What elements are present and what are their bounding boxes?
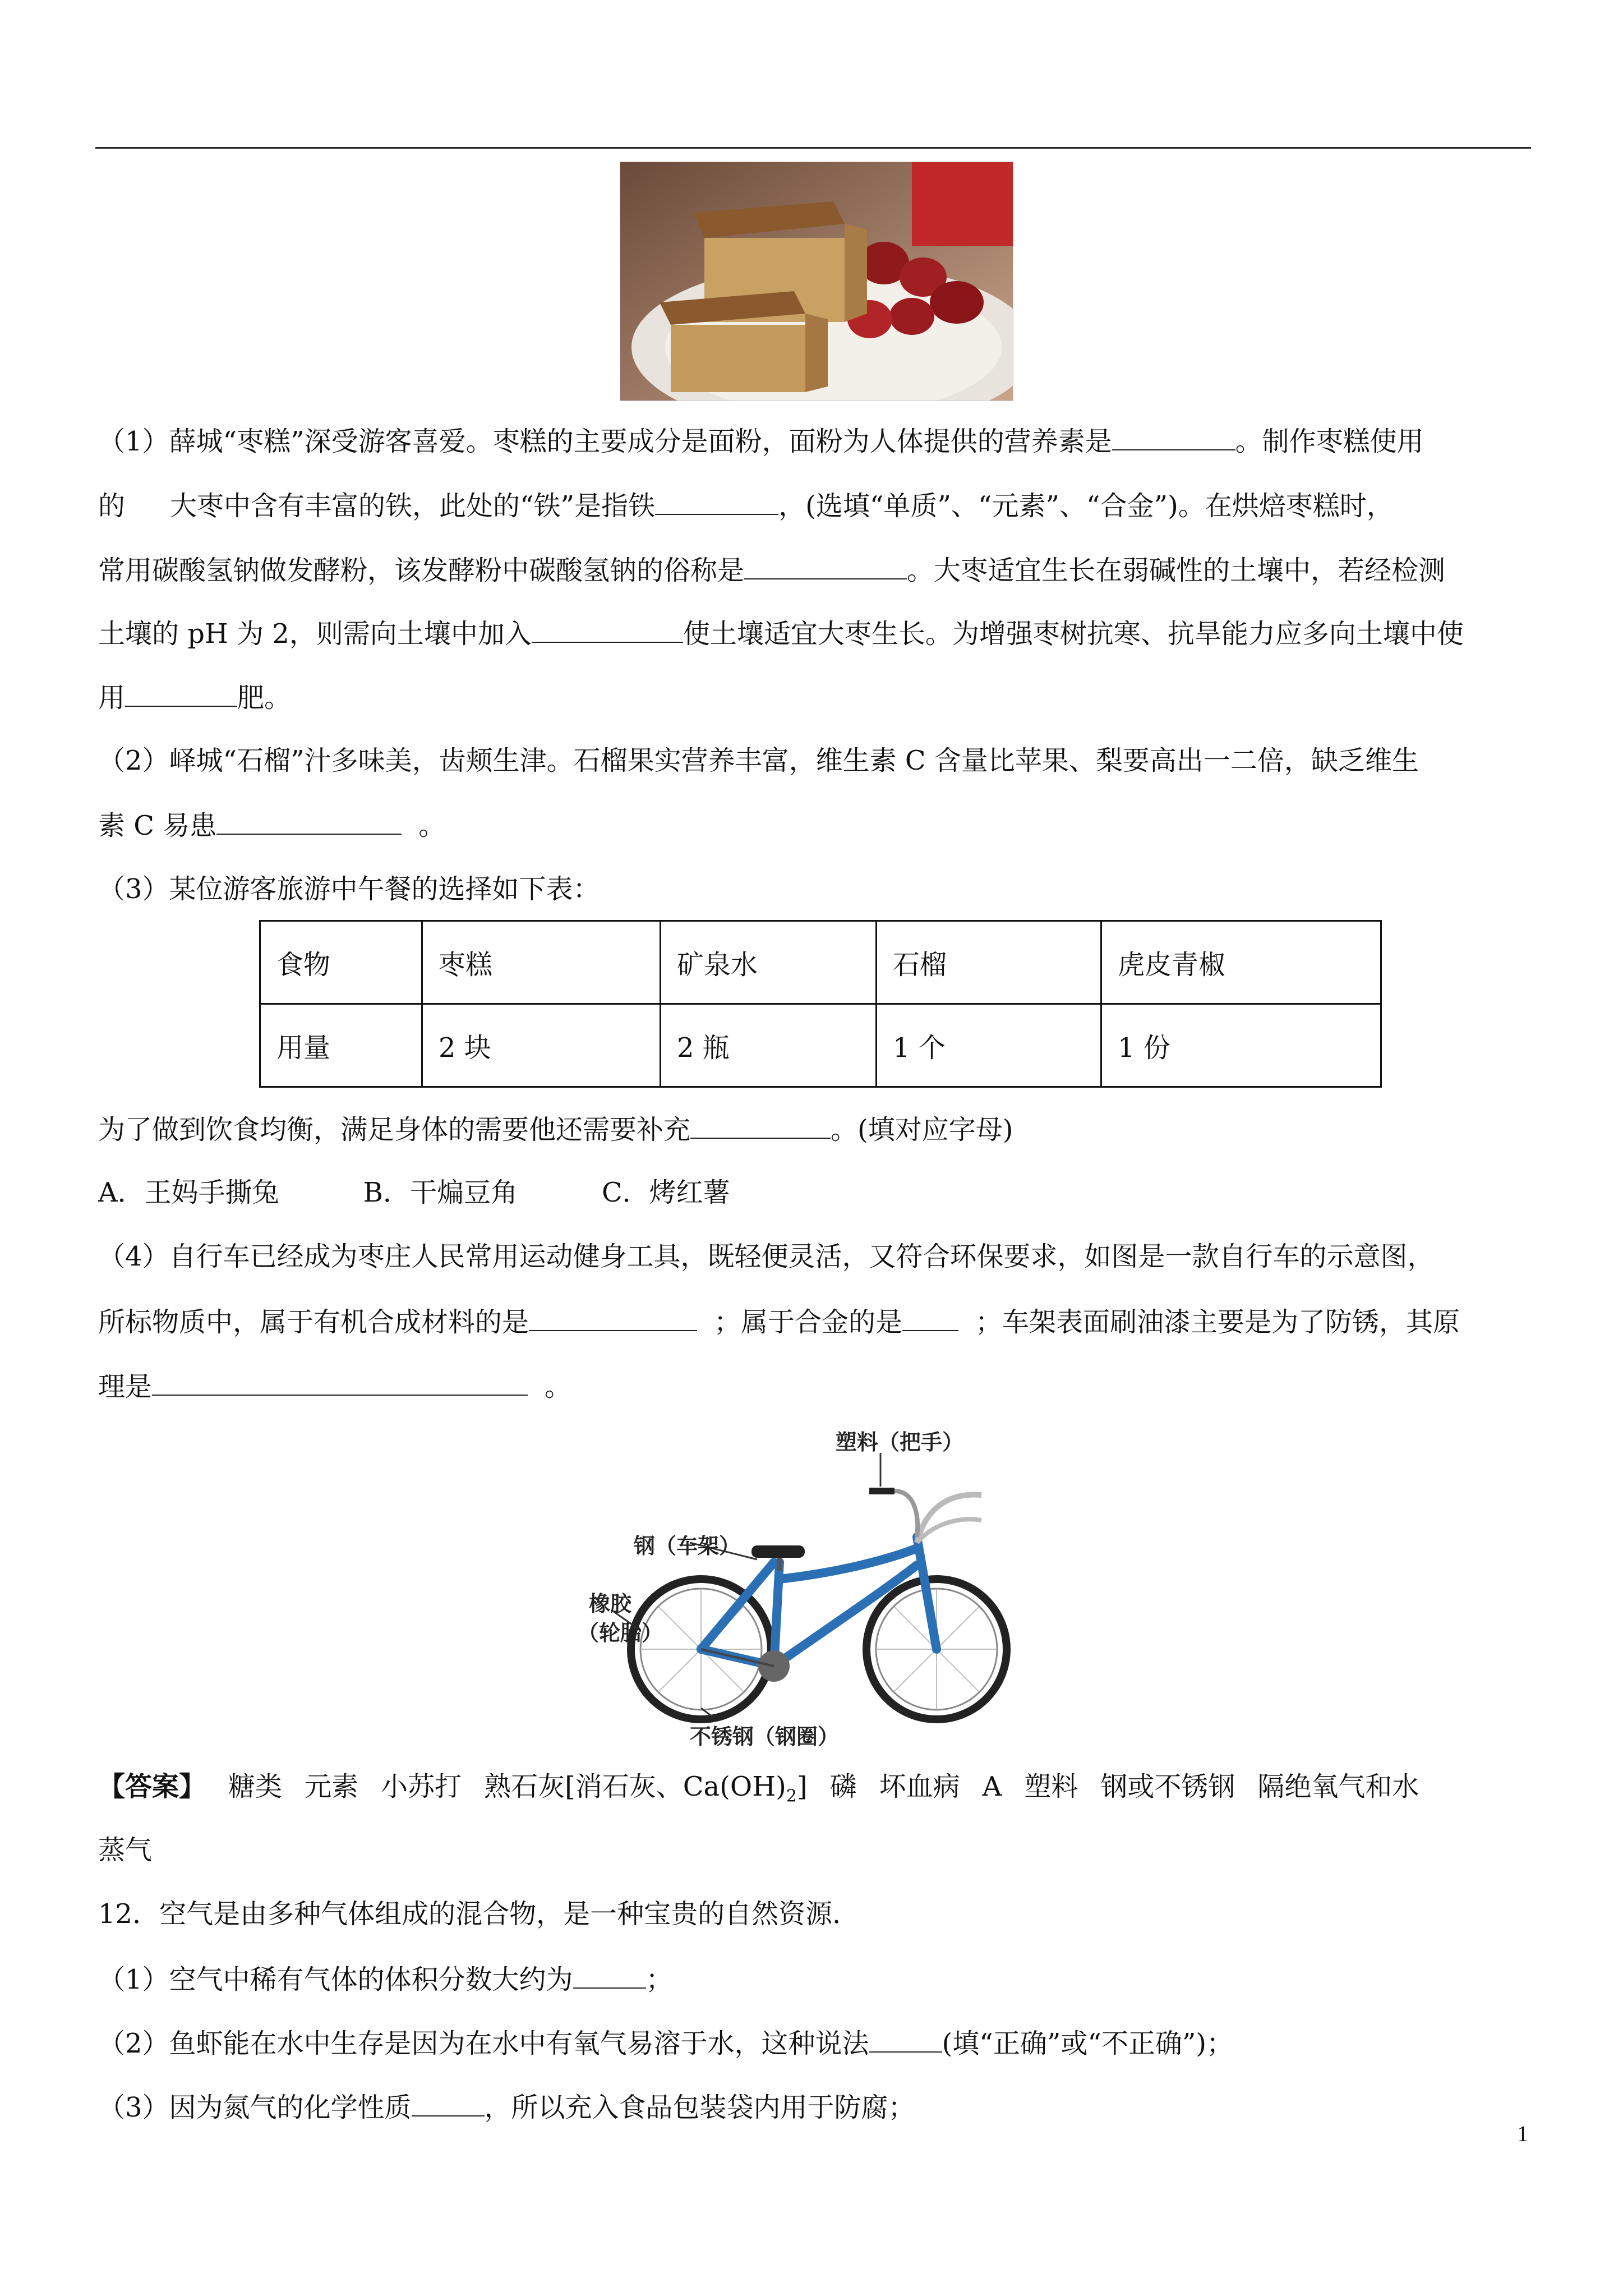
lunch-table — [259, 920, 1382, 1088]
answer-item: 小苏打 — [381, 1771, 462, 1802]
header-rule — [95, 147, 1531, 149]
q3-after — [98, 1112, 1013, 1147]
answer-item: A — [982, 1771, 1002, 1802]
answer-line — [98, 1770, 1419, 1814]
table-cell: 1 个 — [877, 1004, 1101, 1087]
table-cell: 虎皮青椒 — [1101, 921, 1381, 1004]
answer-line-2: 蒸气 — [98, 1834, 153, 1866]
q12-line-1 — [98, 1962, 673, 1996]
q4-text: ；车架表面刷油漆主要是为了防锈，其原 — [975, 1306, 1460, 1338]
answer-item: 元素 — [305, 1771, 359, 1802]
answer-blank — [655, 488, 778, 515]
answer-item: 坏血病 — [879, 1771, 960, 1802]
q12-text: (填“正确”或“不正确”)； — [942, 2028, 1234, 2059]
answer-blank — [529, 1304, 697, 1331]
table-cell: 食物 — [260, 921, 422, 1004]
q1-line-1 — [98, 424, 1424, 458]
q3-text: 为了做到饮食均衡，满足身体的需要他还需要补充 — [98, 1114, 691, 1145]
q1-line-5 — [98, 680, 291, 715]
q1-text: 用 — [98, 682, 126, 714]
q2-line-2 — [98, 808, 445, 843]
q1-line-3 — [98, 553, 1445, 587]
q4-text: ；属于合金的是 — [714, 1306, 903, 1338]
table-cell: 1 份 — [1101, 1004, 1381, 1087]
answer-blank — [573, 1962, 646, 1989]
q1-text: 常用碳酸氢钠做发酵粉，该发酵粉中碳酸氢钠的俗称是 — [98, 555, 745, 586]
table-cell: 石榴 — [877, 921, 1101, 1004]
q12-text: ； — [645, 1964, 673, 1995]
q4-text: （4）自行车已经成为枣庄人民常用运动健身工具，既轻便灵活，又符合环保要求，如图是一款自行车的示意图， — [98, 1241, 1435, 1272]
q2-text: 素 C 易患 — [98, 810, 217, 841]
q1-text: 。大枣适宜生长在弱碱性的土壤中，若经检测 — [907, 555, 1446, 586]
q12-stem: 12．空气是由多种气体组成的混合物，是一种宝贵的自然资源． — [98, 1898, 860, 1930]
frame-label: 钢（车架） — [634, 1534, 741, 1558]
q2-line-1 — [98, 744, 1419, 777]
q1-text: 使土壤适宜大枣生长。为增强枣树抗寒、抗旱能力应多向土壤中使 — [683, 618, 1464, 650]
bicycle-diagram — [578, 1425, 1049, 1750]
table-cell: 2 块 — [422, 1004, 661, 1087]
table-cell: 用量 — [260, 1004, 422, 1087]
q12-text: ，所以充入食品包装袋内用于防腐； — [484, 2092, 915, 2123]
answer-blank — [125, 680, 237, 707]
answer-blank — [412, 2090, 485, 2116]
answer-blank — [216, 808, 402, 835]
answer-item: 糖类 — [228, 1771, 283, 1802]
table-row — [260, 921, 1381, 1004]
q1-text: 的 — [98, 490, 126, 522]
answer-item: 塑料 — [1024, 1771, 1078, 1802]
answer-item: 隔绝氧气和水 — [1257, 1771, 1419, 1802]
table-row — [260, 1004, 1381, 1087]
table-cell: 2 瓶 — [661, 1004, 877, 1087]
q2-text: 。 — [418, 810, 446, 841]
q12-text: （2）鱼虾能在水中生存是因为在水中有氧气易溶于水，这种说法 — [98, 2028, 869, 2059]
q1-text: ，(选填“单质”、“元素”、“合金”)。在烘焙枣糕时， — [778, 490, 1394, 522]
answer-item: 钢或不锈钢 — [1100, 1771, 1235, 1802]
q12-text: （3）因为氮气的化学性质 — [98, 2092, 412, 2123]
answer-subscript: 2 — [786, 1786, 797, 1806]
bicycle-icon — [589, 1425, 1049, 1750]
q4-text: 理是 — [98, 1371, 153, 1402]
option-b: B．干煸豆角 — [363, 1177, 518, 1208]
handle-label: 塑料（把手） — [836, 1430, 964, 1455]
q1-text: 大枣中含有丰富的铁，此处的“铁”是指铁 — [170, 490, 656, 522]
q4-line-2 — [98, 1304, 1460, 1339]
q3-intro: （3）某位游客旅游中午餐的选择如下表： — [98, 873, 600, 905]
q12-line-2 — [98, 2026, 1233, 2060]
q1-line-4 — [98, 616, 1464, 651]
q12-text: （1）空气中稀有气体的体积分数大约为 — [98, 1964, 573, 1995]
answer-blank — [532, 616, 683, 643]
page-number: 1 — [1517, 2121, 1528, 2146]
answer-item: 磷 — [829, 1771, 857, 1802]
q1-text: （1）薛城“枣糕”深受游客喜爱。枣糕的主要成分是面粉，面粉为人体提供的营养素是 — [98, 426, 1112, 457]
q2-text: （2）峄城“石榴”汁多味美，齿颊生津。石榴果实营养丰富，维生素 C 含量比苹果、梨要高出一二倍，缺乏维生 — [98, 745, 1419, 776]
q3-options — [98, 1176, 730, 1209]
answer-blank — [690, 1112, 831, 1139]
q1-line-2 — [98, 488, 1394, 523]
answer-blank — [152, 1369, 528, 1396]
tire-label-2: （轮胎） — [578, 1621, 663, 1645]
q1-text: 肥。 — [237, 682, 292, 714]
jujube-cake-photo — [620, 162, 1013, 401]
option-a: A．王妈手撕兔 — [98, 1177, 279, 1208]
q4-text: 所标物质中，属于有机合成材料的是 — [98, 1306, 529, 1338]
answer-blank — [869, 2026, 942, 2053]
answer-blank — [744, 553, 907, 579]
table-cell: 枣糕 — [422, 921, 661, 1004]
answer-item: ] — [796, 1771, 808, 1802]
q1-text: 。制作枣糕使用 — [1235, 426, 1424, 457]
q3-text: 。(填对应字母) — [831, 1114, 1013, 1145]
q4-text: 。 — [545, 1371, 572, 1402]
answer-item: 熟石灰[消石灰、Ca(OH) — [484, 1771, 786, 1802]
answer-blank — [902, 1304, 958, 1331]
q4-line-3 — [98, 1369, 571, 1404]
option-c: C．烤红薯 — [601, 1177, 730, 1208]
table-cell: 矿泉水 — [661, 921, 877, 1004]
q1-text: 土壤的 pH 为 2，则需向土壤中加入 — [98, 618, 532, 650]
answer-blank — [1112, 424, 1235, 450]
answer-tag: 【答案】 — [98, 1771, 206, 1802]
rim-label: 不锈钢（钢圈） — [690, 1724, 840, 1749]
tire-label: 橡胶 — [589, 1591, 632, 1616]
q12-line-3 — [98, 2090, 915, 2124]
q4-line-1 — [98, 1240, 1435, 1273]
